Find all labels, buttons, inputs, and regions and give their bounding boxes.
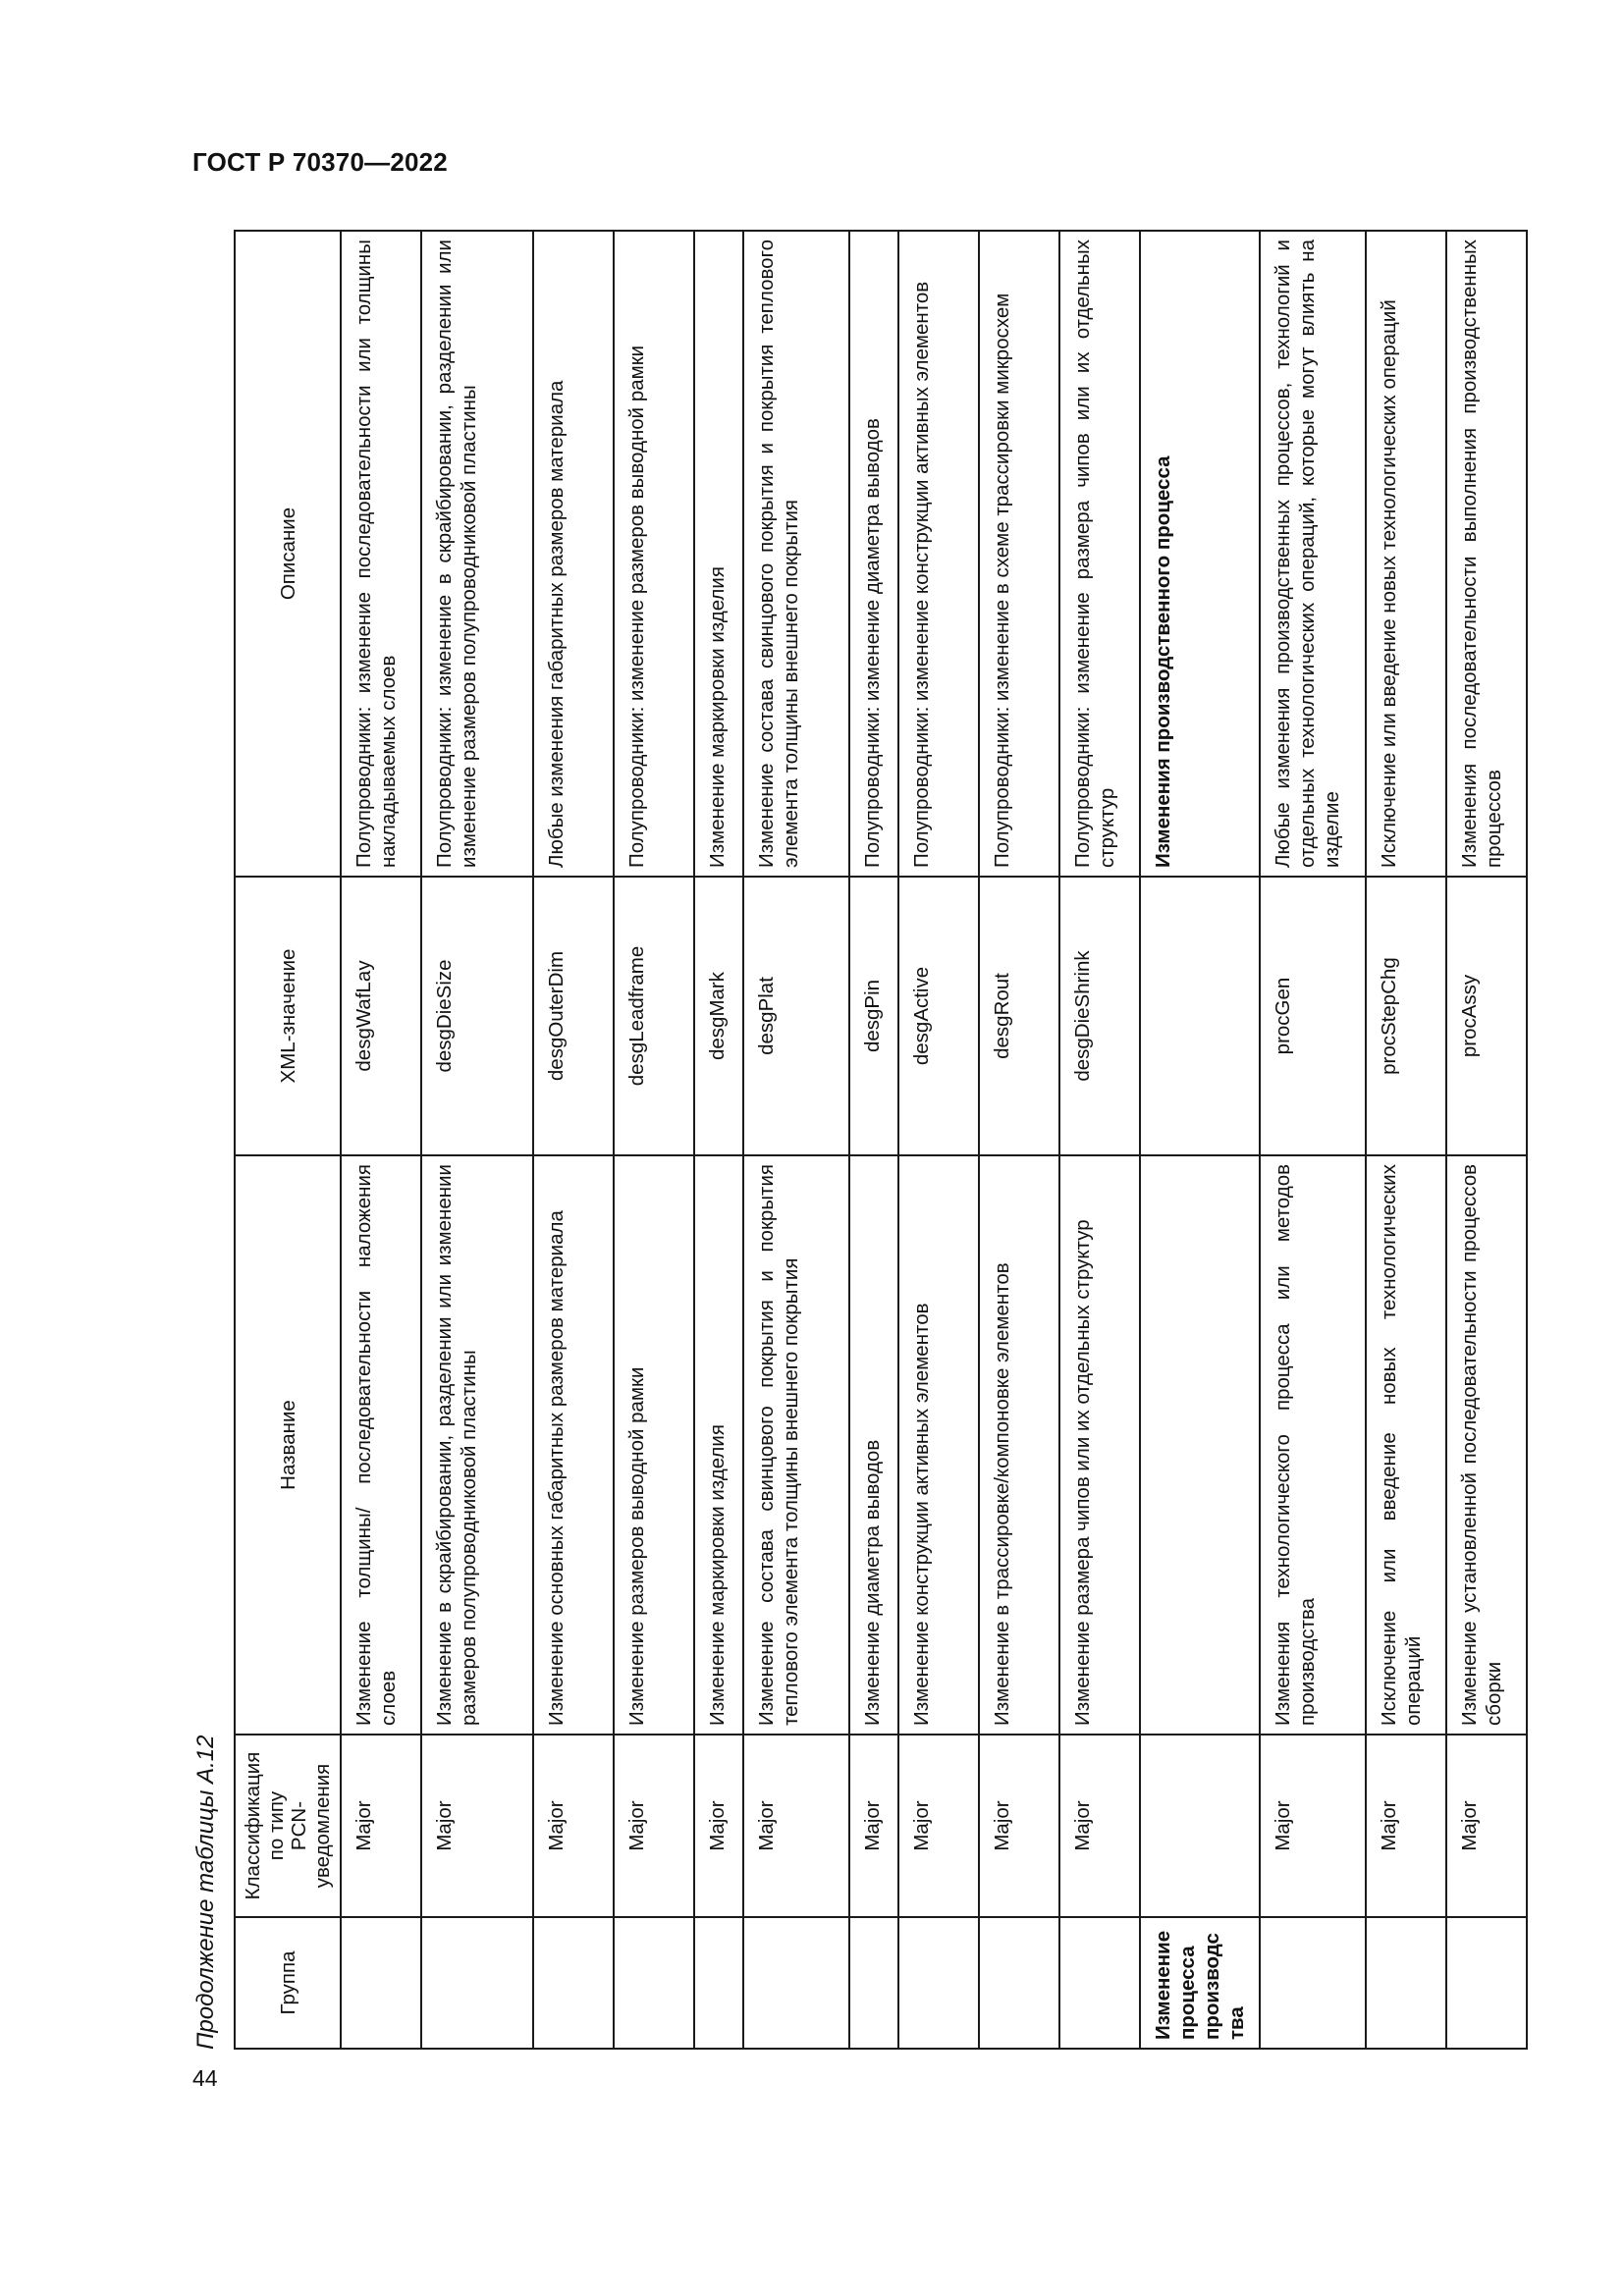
table-row <box>533 231 614 2049</box>
cell-description: Полупроводники: изменение конструкции активных элементов <box>898 231 979 877</box>
cell-classification: Major <box>1260 1735 1366 1917</box>
table-row <box>614 231 694 2049</box>
cell-xml: procStepChg <box>1366 877 1446 1155</box>
cell-group <box>898 1917 979 2049</box>
cell-xml: procGen <box>1260 877 1366 1155</box>
cell-classification: Major <box>1366 1735 1446 1917</box>
header-name: Название <box>235 1155 341 1735</box>
cell-description: Изменения последовательности выполнения производственных процессов <box>1446 231 1527 877</box>
cell-classification: Major <box>1446 1735 1527 1917</box>
table-row <box>743 231 849 2049</box>
cell-xml: desgOuterDim <box>533 877 614 1155</box>
cell-description: Изменение состава свинцового покрытия и покрытия теплового элемента толщины внешнего покрытия <box>743 231 849 877</box>
cell-xml: desgWafLay <box>341 877 421 1155</box>
cell-group: Изменение процесса производства <box>1140 1917 1260 2049</box>
table-row <box>979 231 1059 2049</box>
cell-name: Изменения технологического процесса или методов производства <box>1260 1155 1366 1735</box>
table-row <box>1140 231 1260 2049</box>
header-classification <box>235 1735 341 1917</box>
cell-name: Изменение установленной последовательности процессов сборки <box>1446 1155 1527 1735</box>
cell-name: Изменение основных габаритных размеров материала <box>533 1155 614 1735</box>
cell-name: Изменение размеров выводной рамки <box>614 1155 694 1735</box>
cell-xml: desgRout <box>979 877 1059 1155</box>
cell-description: Полупроводники: изменение размеров выводной рамки <box>614 231 694 877</box>
cell-name: Изменение размера чипов или их отдельных структур <box>1059 1155 1140 1735</box>
cell-classification: Major <box>743 1735 849 1917</box>
cell-xml: desgDieSize <box>421 877 533 1155</box>
cell-group <box>1446 1917 1527 2049</box>
table-row <box>694 231 743 2049</box>
header-description: Описание <box>235 231 341 877</box>
table-body <box>341 231 1527 2049</box>
cell-group <box>1260 1917 1366 2049</box>
rotated-page-content <box>192 232 1508 2050</box>
cell-group <box>614 1917 694 2049</box>
cell-xml <box>1140 877 1260 1155</box>
table-row <box>898 231 979 2049</box>
table-row <box>421 231 533 2049</box>
table-row <box>1446 231 1527 2049</box>
table-header-row <box>235 231 341 2049</box>
page-number: 44 <box>192 2065 218 2091</box>
table-caption: Продолжение таблицы А.12 <box>192 1735 219 2050</box>
cell-name: Изменение маркировки изделия <box>694 1155 743 1735</box>
cell-classification: Major <box>1059 1735 1140 1917</box>
cell-group <box>341 1917 421 2049</box>
header-classification-text: Классификация по типу PCN-уведомления <box>242 1751 334 1900</box>
cell-group <box>1059 1917 1140 2049</box>
document-header: ГОСТ Р 70370—2022 <box>192 147 448 177</box>
table-row <box>1366 231 1446 2049</box>
cell-group <box>533 1917 614 2049</box>
cell-description: Изменения производственного процесса <box>1140 231 1260 877</box>
cell-description: Любые изменения производственных процессов, технологий и отдельных технологических операций, которые могут влиять на изделие <box>1260 231 1366 877</box>
header-xml: XML-значение <box>235 877 341 1155</box>
cell-classification: Major <box>421 1735 533 1917</box>
cell-description: Полупроводники: изменение в схеме трассировки микросхем <box>979 231 1059 877</box>
cell-classification: Major <box>694 1735 743 1917</box>
cell-xml: desgActive <box>898 877 979 1155</box>
cell-description: Полупроводники: изменение диаметра выводов <box>849 231 898 877</box>
cell-xml: desgPin <box>849 877 898 1155</box>
cell-description: Полупроводники: изменение в скрайбировании, разделении или изменение размеров полупроводниковой пластины <box>421 231 533 877</box>
table-row <box>341 231 421 2049</box>
cell-name: Изменение в трассировке/компоновке элементов <box>979 1155 1059 1735</box>
cell-classification <box>1140 1735 1260 1917</box>
cell-classification: Major <box>849 1735 898 1917</box>
cell-name: Изменение диаметра выводов <box>849 1155 898 1735</box>
cell-classification: Major <box>341 1735 421 1917</box>
table-row <box>1059 231 1140 2049</box>
cell-group <box>743 1917 849 2049</box>
cell-name <box>1140 1155 1260 1735</box>
cell-classification: Major <box>533 1735 614 1917</box>
cell-xml: procAssy <box>1446 877 1527 1155</box>
pcn-table <box>234 230 1528 2050</box>
header-group: Группа <box>235 1917 341 2049</box>
cell-group <box>979 1917 1059 2049</box>
cell-group <box>849 1917 898 2049</box>
cell-description: Полупроводники: изменение размера чипов или их отдельных структур <box>1059 231 1140 877</box>
cell-description: Любые изменения габаритных размеров материала <box>533 231 614 877</box>
cell-description: Полупроводники: изменение последовательности или толщины накладываемых слоев <box>341 231 421 877</box>
cell-classification: Major <box>614 1735 694 1917</box>
cell-name: Изменение конструкции активных элементов <box>898 1155 979 1735</box>
cell-description: Изменение маркировки изделия <box>694 231 743 877</box>
cell-description: Исключение или введение новых технологических операций <box>1366 231 1446 877</box>
table-row <box>849 231 898 2049</box>
cell-name: Изменение в скрайбировании, разделении или изменении размеров полупроводниковой пластины <box>421 1155 533 1735</box>
cell-classification: Major <box>898 1735 979 1917</box>
cell-name: Изменение толщины/ последовательности наложения слоев <box>341 1155 421 1735</box>
cell-xml: desgMark <box>694 877 743 1155</box>
cell-xml: desgLeadframe <box>614 877 694 1155</box>
table-row <box>1260 231 1366 2049</box>
cell-name: Изменение состава свинцового покрытия и покрытия теплового элемента толщины внешнего покрытия <box>743 1155 849 1735</box>
cell-name: Исключение или введение новых технологических операций <box>1366 1155 1446 1735</box>
cell-group <box>1366 1917 1446 2049</box>
cell-group <box>421 1917 533 2049</box>
cell-group <box>694 1917 743 2049</box>
cell-classification: Major <box>979 1735 1059 1917</box>
cell-xml: desgDieShrink <box>1059 877 1140 1155</box>
cell-xml: desgPlat <box>743 877 849 1155</box>
